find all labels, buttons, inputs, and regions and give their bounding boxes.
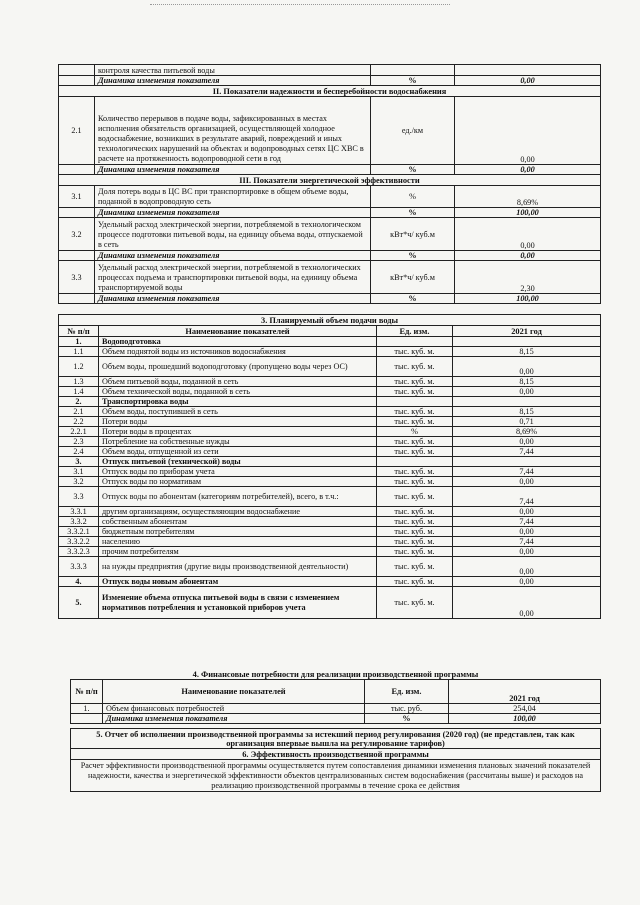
row-unit: кВт*ч/ куб.м xyxy=(371,261,455,294)
dynamics-label: Динамика изменения показателя xyxy=(95,251,371,261)
header-unit: Ед. изм. xyxy=(377,326,453,337)
row-value: 0,00 xyxy=(455,97,601,165)
row-number: 3.1 xyxy=(59,467,99,477)
row-number: 3.2 xyxy=(59,218,95,251)
indicators-table xyxy=(58,64,601,304)
dynamics-unit: % xyxy=(371,294,455,304)
header-num: № п/п xyxy=(71,679,103,703)
row-value: 7,44 xyxy=(453,447,601,457)
row-text: Объем технической воды, поданной в сеть xyxy=(99,387,377,397)
dynamics-value: 100,00 xyxy=(455,294,601,304)
efficiency-title: 6. Эффективность производственной программы xyxy=(71,749,601,760)
row-unit: тыс. куб. м. xyxy=(377,447,453,457)
row-text: Количество перерывов в подаче воды, зафиксированных в местах исполнения обязательств организацией, осуществляющей холодное водоснабжение, возникших в результате аварий, повреждений и иных технологических нарушений на объектах и водопроводных сетях ЦС ХВС в расчете на протяженность водопроводной сети в год xyxy=(95,97,371,165)
table-row xyxy=(59,397,601,407)
row-number: 1.1 xyxy=(59,347,99,357)
dynamics-label: Динамика изменения показателя xyxy=(103,713,365,723)
row-text: собственным абонентам xyxy=(99,517,377,527)
planned-rows xyxy=(59,337,601,619)
row-text: бюджетным потребителям xyxy=(99,527,377,537)
row-value xyxy=(455,65,601,76)
row-value: 7,44 xyxy=(453,537,601,547)
row-text: населению xyxy=(99,537,377,547)
row-text: Транспортировка воды xyxy=(99,397,377,407)
row-number: 2.2 xyxy=(59,417,99,427)
row-number: 5. xyxy=(59,587,99,619)
row-text: Отпуск питьевой (технической) воды xyxy=(99,457,377,467)
row-value: 0,71 xyxy=(453,417,601,427)
row-value: 7,44 xyxy=(453,517,601,527)
table-row xyxy=(59,387,601,397)
row-number: 2.3 xyxy=(59,437,99,447)
row-text: Удельный расход электрической энергии, потребляемой в технологических процессах подъема и транспортировки питьевой воды, на единицу объема транспортируемой воды xyxy=(95,261,371,294)
dynamics-value: 100,00 xyxy=(455,208,601,218)
table-row xyxy=(59,417,601,427)
row-text: Изменение объема отпуска питьевой воды в связи с изменением нормативов потребления и установкой приборов учета xyxy=(99,587,377,619)
row-unit: кВт*ч/ куб.м xyxy=(371,218,455,251)
row-text: Объем воды, отпущенной из сети xyxy=(99,447,377,457)
dynamics-unit: % xyxy=(371,76,455,86)
cell-empty xyxy=(59,65,95,76)
table-row xyxy=(59,557,601,577)
row-unit: тыс. куб. м. xyxy=(377,557,453,577)
table-row xyxy=(59,407,601,417)
row-value: 0,00 xyxy=(453,387,601,397)
row-text: Объем воды, поступившей в сеть xyxy=(99,407,377,417)
row-text: Объем питьевой воды, поданной в сеть xyxy=(99,377,377,387)
row-value: 2,30 xyxy=(455,261,601,294)
table-row xyxy=(59,517,601,527)
row-number: 4. xyxy=(59,577,99,587)
header-year: 2021 год xyxy=(453,326,601,337)
row-text: Потери воды в процентах xyxy=(99,427,377,437)
row-value: 0,00 xyxy=(453,527,601,537)
dynamics-value: 0,00 xyxy=(455,76,601,86)
header-name: Наименование показателей xyxy=(99,326,377,337)
row-text: Объем воды, прошедший водоподготовку (пропущено воды через ОС) xyxy=(99,357,377,377)
header-name: Наименование показателей xyxy=(103,679,365,703)
row-unit: тыс. куб. м. xyxy=(377,467,453,477)
row-unit: % xyxy=(371,186,455,208)
cell-empty xyxy=(59,294,95,304)
table-row xyxy=(59,467,601,477)
row-number: 3.3.3 xyxy=(59,557,99,577)
row-unit: тыс. куб. м. xyxy=(377,547,453,557)
row-value: 0,00 xyxy=(453,437,601,447)
row-value: 7,44 xyxy=(453,487,601,507)
table-row xyxy=(59,377,601,387)
row-value xyxy=(453,457,601,467)
dynamics-label: Динамика изменения показателя xyxy=(95,208,371,218)
row-value xyxy=(453,397,601,407)
row-unit: тыс. куб. м. xyxy=(377,507,453,517)
row-unit: тыс. куб. м. xyxy=(377,477,453,487)
row-number: 1. xyxy=(59,337,99,347)
row-unit: тыс. куб. м. xyxy=(377,587,453,619)
row-value: 8,15 xyxy=(453,377,601,387)
row-value: 0,00 xyxy=(453,357,601,377)
dynamics-unit: % xyxy=(371,208,455,218)
table-row xyxy=(59,447,601,457)
row-unit: тыс. куб. м. xyxy=(377,517,453,527)
dynamics-label: Динамика изменения показателя xyxy=(95,76,371,86)
dynamics-value: 0,00 xyxy=(455,251,601,261)
section-title: 4. Финансовые потребности для реализации производственной программы xyxy=(71,667,601,679)
row-value: 0,00 xyxy=(453,587,601,619)
row-number: 3.3.2.2 xyxy=(59,537,99,547)
row-unit: тыс. руб. xyxy=(365,703,449,713)
row-number: 3.2 xyxy=(59,477,99,487)
row-unit: тыс. куб. м. xyxy=(377,437,453,447)
dynamics-label: Динамика изменения показателя xyxy=(95,165,371,175)
table-row xyxy=(59,337,601,347)
row-text: Отпуск воды новым абонентам xyxy=(99,577,377,587)
row-text: Объем поднятой воды из источников водоснабжения xyxy=(99,347,377,357)
row-value: 0,00 xyxy=(453,547,601,557)
cell-empty xyxy=(59,76,95,86)
table-row xyxy=(59,357,601,377)
header-num: № п/п xyxy=(59,326,99,337)
cell-empty xyxy=(59,208,95,218)
row-unit: тыс. куб. м. xyxy=(377,387,453,397)
table-row xyxy=(59,577,601,587)
section-title: III. Показатели энергетической эффективности xyxy=(59,175,601,186)
row-number: 2.1 xyxy=(59,407,99,417)
row-value: 8,15 xyxy=(453,407,601,417)
cell-empty xyxy=(59,251,95,261)
row-value: 0,00 xyxy=(453,557,601,577)
table-row xyxy=(59,457,601,467)
row-number: 2.2.1 xyxy=(59,427,99,437)
row-value: 0,00 xyxy=(455,218,601,251)
row-number: 1.2 xyxy=(59,357,99,377)
row-text: прочим потребителям xyxy=(99,547,377,557)
table-row xyxy=(59,587,601,619)
table-row xyxy=(59,527,601,537)
row-number: 3.3 xyxy=(59,261,95,294)
row-text: Удельный расход электрической энергии, потребляемой в технологическом процессе подготовки питьевой воды, на единицу объема воды, отпускаемой в сеть xyxy=(95,218,371,251)
row-text: Объем финансовых потребностей xyxy=(103,703,365,713)
row-text: Потребление на собственные нужды xyxy=(99,437,377,447)
row-text: Отпуск воды по приборам учета xyxy=(99,467,377,477)
row-number: 3.3 xyxy=(59,487,99,507)
report-title: 5. Отчет об исполнении производственной программы за истекший период регулирования (2020 год) (не представлен, так как организация впервые вышла на регулирование тарифов) xyxy=(71,729,601,749)
row-unit: % xyxy=(377,427,453,437)
efficiency-text: Расчет эффективности производственной программы осуществляется путем сопоставления динамики изменения плановых значений показателей надежности, качества и энергетической эффективности объектов централизованных систем водоснабжения (рассчитаны выше) и расходов на реализацию производственной программы в течение срока ее действия xyxy=(71,760,601,792)
dynamics-label: Динамика изменения показателя xyxy=(95,294,371,304)
row-number: 3.3.2 xyxy=(59,517,99,527)
row-unit: тыс. куб. м. xyxy=(377,577,453,587)
cell-empty xyxy=(59,165,95,175)
table-row xyxy=(59,477,601,487)
row-unit xyxy=(377,337,453,347)
row-unit xyxy=(371,65,455,76)
row-text: на нужды предприятия (другие виды производственной деятельности) xyxy=(99,557,377,577)
row-number: 3. xyxy=(59,457,99,467)
scan-marks xyxy=(150,4,450,9)
row-text: Доля потерь воды в ЦС ВС при транспортировке в общем объеме воды, поданной в водопроводную сеть xyxy=(95,186,371,208)
report-table xyxy=(70,728,601,792)
table-row xyxy=(59,437,601,447)
row-value: 0,00 xyxy=(453,577,601,587)
row-unit: тыс. куб. м. xyxy=(377,407,453,417)
row-unit: тыс. куб. м. xyxy=(377,377,453,387)
row-unit: тыс. куб. м. xyxy=(377,537,453,547)
row-number: 3.3.2.1 xyxy=(59,527,99,537)
row-value: 8,15 xyxy=(453,347,601,357)
header-unit: Ед. изм. xyxy=(365,679,449,703)
dynamics-value: 100,00 xyxy=(449,713,601,723)
table-row xyxy=(59,537,601,547)
row-text: Отпуск воды по абонентам (категориям потребителей), всего, в т.ч.: xyxy=(99,487,377,507)
row-unit xyxy=(377,397,453,407)
planned-volume-table xyxy=(58,314,601,619)
row-number: 2. xyxy=(59,397,99,407)
dynamics-value: 0,00 xyxy=(455,165,601,175)
row-unit: ед./км xyxy=(371,97,455,165)
row-unit xyxy=(377,457,453,467)
row-unit: тыс. куб. м. xyxy=(377,417,453,427)
table-row xyxy=(59,547,601,557)
dynamics-unit: % xyxy=(371,251,455,261)
header-year: 2021 год xyxy=(449,679,601,703)
row-number: 2.1 xyxy=(59,97,95,165)
row-number: 1. xyxy=(71,703,103,713)
row-number: 2.4 xyxy=(59,447,99,457)
finance-table xyxy=(70,667,601,724)
row-number: 1.3 xyxy=(59,377,99,387)
row-text: другим организациям, осуществляющим водоснабжение xyxy=(99,507,377,517)
row-value xyxy=(453,337,601,347)
row-value: 8,69% xyxy=(455,186,601,208)
table-row xyxy=(59,347,601,357)
row-number: 3.3.2.3 xyxy=(59,547,99,557)
section-title: 3. Планируемый объем подачи воды xyxy=(59,315,601,326)
row-unit: тыс. куб. м. xyxy=(377,347,453,357)
row-value: 0,00 xyxy=(453,507,601,517)
row-text: Водоподготовка xyxy=(99,337,377,347)
row-text: Потери воды xyxy=(99,417,377,427)
row-unit: тыс. куб. м. xyxy=(377,487,453,507)
table-row xyxy=(59,427,601,437)
row-value: 0,00 xyxy=(453,477,601,487)
row-number: 1.4 xyxy=(59,387,99,397)
dynamics-unit: % xyxy=(371,165,455,175)
row-value: 254,04 xyxy=(449,703,601,713)
row-number: 3.1 xyxy=(59,186,95,208)
row-number: 3.3.1 xyxy=(59,507,99,517)
section-title: II. Показатели надежности и бесперебойности водоснабжения xyxy=(59,86,601,97)
row-unit: тыс. куб. м. xyxy=(377,357,453,377)
dynamics-unit: % xyxy=(365,713,449,723)
row-unit: тыс. куб. м. xyxy=(377,527,453,537)
row-value: 7,44 xyxy=(453,467,601,477)
row-text: контроля качества питьевой воды xyxy=(95,65,371,76)
table-row xyxy=(59,487,601,507)
row-text: Отпуск воды по нормативам xyxy=(99,477,377,487)
table-row xyxy=(59,507,601,517)
cell-empty xyxy=(71,713,103,723)
row-value: 8,69% xyxy=(453,427,601,437)
